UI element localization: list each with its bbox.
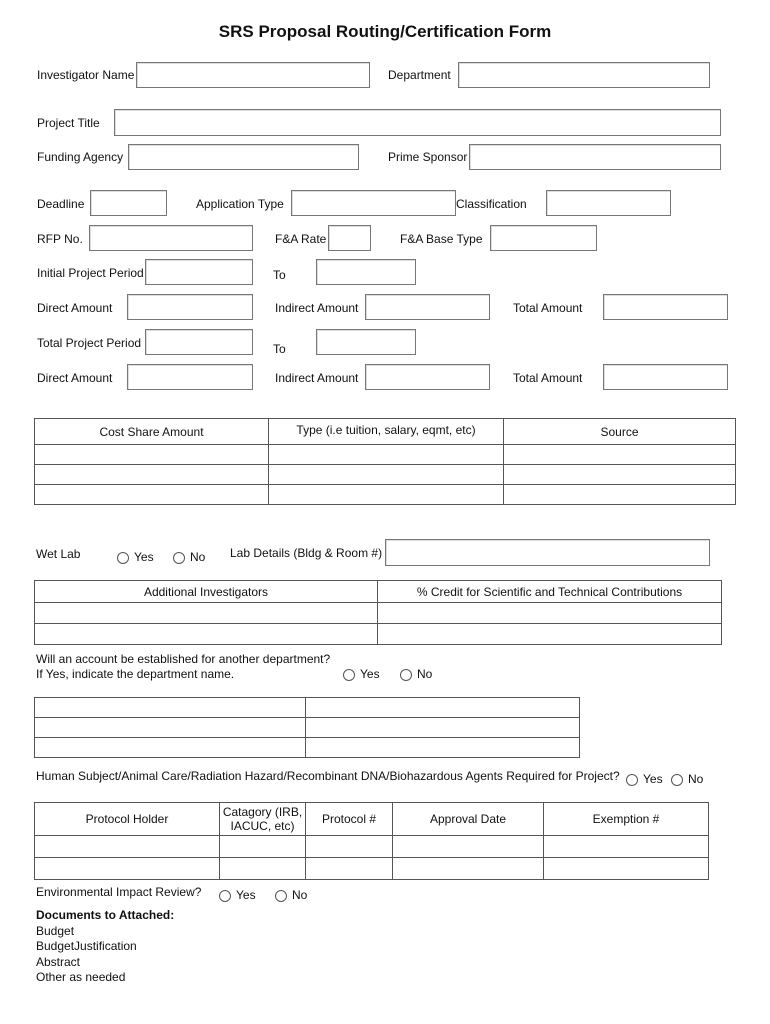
documents-section <box>36 908 174 986</box>
table-cell[interactable] <box>393 836 544 858</box>
account-yes-radio[interactable] <box>343 669 355 681</box>
table-cell[interactable] <box>378 603 722 624</box>
table-row <box>35 738 580 758</box>
wet-lab-yes-label: Yes <box>134 550 154 564</box>
table-row <box>35 465 736 485</box>
table-cell[interactable] <box>269 445 504 465</box>
environmental-yes-radio[interactable] <box>219 890 231 902</box>
table-cell[interactable] <box>544 858 709 880</box>
cost-share-type-header: Type (i.e tuition, salary, eqmt, etc) <box>269 419 504 445</box>
table-cell[interactable] <box>504 465 736 485</box>
table-cell[interactable] <box>269 485 504 505</box>
direct-amount-field[interactable] <box>127 294 253 320</box>
project-title-field[interactable] <box>114 109 721 136</box>
indirect-amount-field-2[interactable] <box>365 364 490 390</box>
table-cell[interactable] <box>35 718 306 738</box>
initial-period-start-field[interactable] <box>145 259 253 285</box>
table-cell[interactable] <box>393 858 544 880</box>
wet-lab-no-radio[interactable] <box>173 552 185 564</box>
prime-sponsor-label: Prime Sponsor <box>388 150 468 164</box>
account-no-label: No <box>417 667 433 681</box>
environmental-no-label: No <box>292 888 308 902</box>
initial-period-end-field[interactable] <box>316 259 416 285</box>
table-row <box>35 858 709 880</box>
table-row <box>35 718 580 738</box>
additional-investigators-header: Additional Investigators <box>35 581 378 603</box>
fa-base-type-field[interactable] <box>490 225 597 251</box>
total-project-period-label: Total Project Period <box>37 336 142 350</box>
table-cell[interactable] <box>35 445 269 465</box>
total-period-to-label: To <box>273 342 286 356</box>
fa-rate-label: F&A Rate <box>275 232 327 246</box>
document-item: Other as needed <box>36 970 126 984</box>
funding-agency-field[interactable] <box>128 144 359 170</box>
indirect-amount-label: Indirect Amount <box>275 301 359 315</box>
human-subject-yes-radio[interactable] <box>626 774 638 786</box>
total-period-start-field[interactable] <box>145 329 253 355</box>
environmental-yes-label: Yes <box>236 888 256 902</box>
table-cell[interactable] <box>35 465 269 485</box>
investigator-name-field[interactable] <box>136 62 370 88</box>
wet-lab-no-label: No <box>190 550 206 564</box>
table-cell[interactable] <box>35 858 220 880</box>
human-subject-question: Human Subject/Animal Care/Radiation Hazard/Recombinant DNA/Biohazardous Agents Required for Project? <box>36 769 620 783</box>
table-cell[interactable] <box>35 836 220 858</box>
total-amount-field-2[interactable] <box>603 364 728 390</box>
wet-lab-yes-radio[interactable] <box>117 552 129 564</box>
table-cell[interactable] <box>306 836 393 858</box>
table-cell[interactable] <box>306 738 580 758</box>
account-no-radio[interactable] <box>400 669 412 681</box>
credit-header: % Credit for Scientific and Technical Contributions <box>378 581 722 603</box>
document-item: Abstract <box>36 954 81 969</box>
indirect-amount-label-2: Indirect Amount <box>275 371 359 385</box>
table-row <box>35 603 722 624</box>
table-cell[interactable] <box>220 836 306 858</box>
classification-field[interactable] <box>546 190 671 216</box>
initial-project-period-label: Initial Project Period <box>37 266 144 280</box>
project-title-label: Project Title <box>37 116 100 130</box>
investigator-name-label: Investigator Name <box>37 68 135 82</box>
table-row <box>35 445 736 465</box>
total-amount-label: Total Amount <box>513 301 583 315</box>
funding-agency-label: Funding Agency <box>37 150 124 164</box>
human-subject-yes-label: Yes <box>643 772 663 786</box>
table-cell[interactable] <box>35 624 378 645</box>
table-row <box>35 698 580 718</box>
table-cell[interactable] <box>220 858 306 880</box>
initial-period-to-label: To <box>273 268 286 282</box>
environmental-question: Environmental Impact Review? <box>36 885 202 899</box>
table-row <box>35 485 736 505</box>
table-cell[interactable] <box>35 698 306 718</box>
cost-share-source-header: Source <box>504 419 736 445</box>
environmental-no-radio[interactable] <box>275 890 287 902</box>
human-subject-no-label: No <box>688 772 704 786</box>
department-label: Department <box>388 68 451 82</box>
lab-details-label: Lab Details (Bldg & Room #) <box>230 546 383 560</box>
application-type-field[interactable] <box>291 190 456 216</box>
table-cell[interactable] <box>306 698 580 718</box>
investigators-table <box>34 580 722 645</box>
rfp-no-field[interactable] <box>89 225 253 251</box>
table-cell[interactable] <box>378 624 722 645</box>
cost-share-amount-header: Cost Share Amount <box>35 419 269 445</box>
human-subject-no-radio[interactable] <box>671 774 683 786</box>
department-field[interactable] <box>458 62 710 88</box>
table-cell[interactable] <box>35 603 378 624</box>
table-cell[interactable] <box>269 465 504 485</box>
total-amount-field[interactable] <box>603 294 728 320</box>
protocol-holder-header: Protocol Holder <box>35 803 220 836</box>
lab-details-field[interactable] <box>385 539 710 566</box>
table-cell[interactable] <box>35 485 269 505</box>
category-header: Catagory (IRB, IACUC, etc) <box>220 803 306 836</box>
department-name-table <box>34 697 580 758</box>
table-row <box>35 624 722 645</box>
approval-date-header: Approval Date <box>393 803 544 836</box>
table-cell[interactable] <box>35 738 306 758</box>
table-cell[interactable] <box>504 485 736 505</box>
table-cell[interactable] <box>306 858 393 880</box>
prime-sponsor-field[interactable] <box>469 144 721 170</box>
table-cell[interactable] <box>504 445 736 465</box>
table-row <box>35 836 709 858</box>
classification-label: Classification <box>456 197 527 211</box>
account-yes-label: Yes <box>360 667 380 681</box>
indirect-amount-field[interactable] <box>365 294 490 320</box>
exemption-number-header: Exemption # <box>544 803 709 836</box>
cost-share-table <box>34 418 736 505</box>
account-question-line1: Will an account be established for another department? <box>36 652 331 666</box>
direct-amount-field-2[interactable] <box>127 364 253 390</box>
application-type-label: Application Type <box>196 197 284 211</box>
form-title: SRS Proposal Routing/Certification Form <box>218 22 552 41</box>
protocol-table <box>34 802 709 880</box>
deadline-field[interactable] <box>90 190 167 216</box>
deadline-label: Deadline <box>37 197 85 211</box>
fa-rate-field[interactable] <box>328 225 371 251</box>
document-item: Budget <box>36 923 75 938</box>
document-item: BudgetJustification <box>36 939 137 953</box>
total-amount-label-2: Total Amount <box>513 371 583 385</box>
fa-base-type-label: F&A Base Type <box>400 232 483 246</box>
direct-amount-label-2: Direct Amount <box>37 371 113 385</box>
protocol-number-header: Protocol # <box>306 803 393 836</box>
documents-heading: Documents to Attached: <box>36 908 175 922</box>
direct-amount-label: Direct Amount <box>37 301 113 315</box>
table-cell[interactable] <box>306 718 580 738</box>
account-question-line2: If Yes, indicate the department name. <box>36 667 235 681</box>
rfp-no-label: RFP No. <box>37 232 83 246</box>
wet-lab-label: Wet Lab <box>36 547 81 561</box>
table-cell[interactable] <box>544 836 709 858</box>
total-period-end-field[interactable] <box>316 329 416 355</box>
